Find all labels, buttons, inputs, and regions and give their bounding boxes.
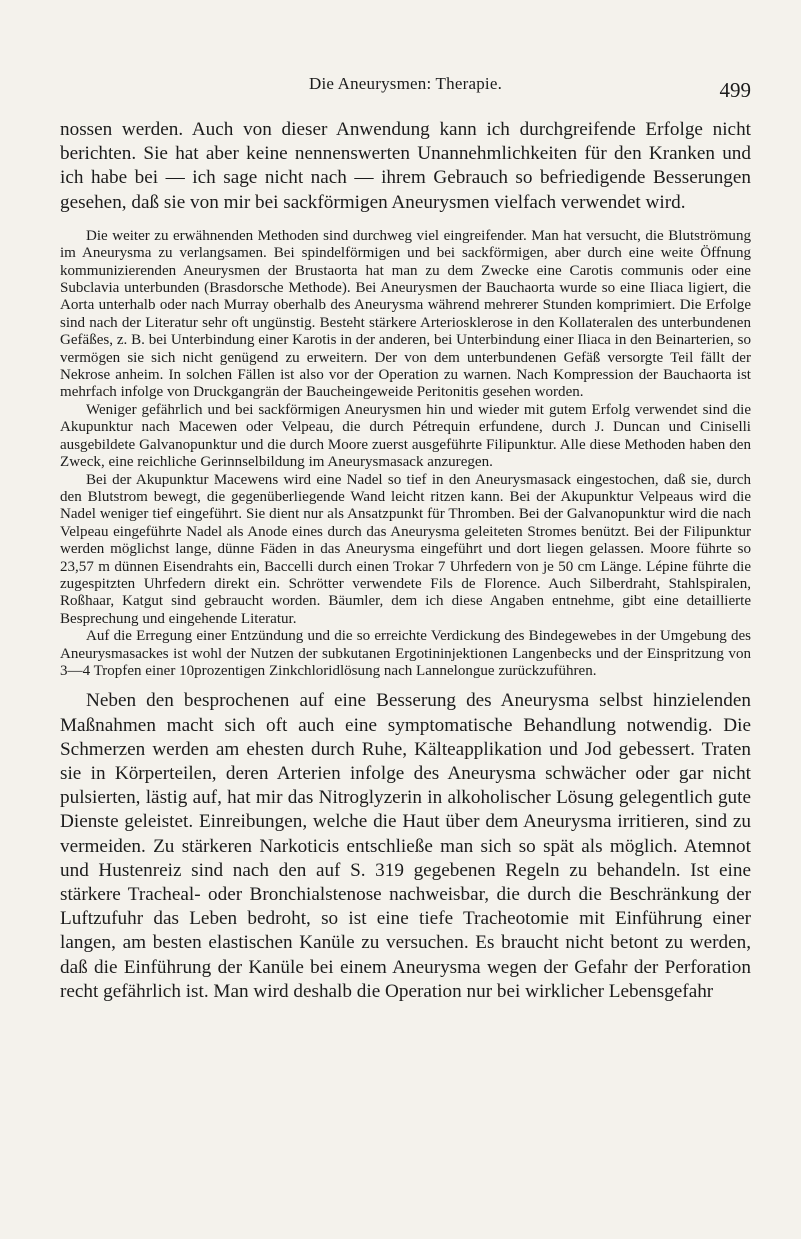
page-body bbox=[60, 118, 751, 1004]
paragraph-akupunktur-details: Bei der Akupunktur Macewens wird eine Nadel so tief in den Aneurysmasack eingestochen, daß sie, durch den Blutstrom bewegt, die gegenüberliegende Wand leicht ritzen kann. Bei der Akupunktur Velpeaus wird die Nadel weniger tief eingeführt. Sie dient nur als Ansatzpunkt für Thromben. Bei der Galvanopunktur wird die nach Velpeau eingeführte Nadel als Anode eines durch das Aneurysma geleiteten Stromes benützt. Bei der Filipunktur werden möglichst lange, dünne Fäden in das Aneurysma eingeführt und dort liegen gelassen. Moore führte so 23,57 m dünnen Eisendrahts ein, Baccelli durch einen Trokar 7 Uhrfedern von je 50 cm Länge. Lépine führte die zugespitzten Uhrfedern direkt ein. Schrötter verwendete Fils de Florence. Auch Silberdraht, Stahlspiralen, Roßhaar, Katgut sind gebraucht worden. Bäumler, dem ich diese Angaben entnehme, gibt eine detaillierte Besprechung und eingehende Literatur. bbox=[60, 471, 751, 627]
running-head bbox=[60, 74, 751, 102]
page-number: 499 bbox=[719, 78, 751, 102]
paragraph-injections: Auf die Erregung einer Entzündung und die so erreichte Verdickung des Bindegewebes in der Umgebung des Aneurysmasackes ist wohl der Nutzen der subkutanen Ergotininjektionen Langenbecks und der Einspritzung von 3—4 Tropfen einer 10prozentigen Zinkchloridlösung nach Lannelongue zurückzuführen. bbox=[60, 628, 751, 679]
paragraph-symptomatic-treatment: Neben den besprochenen auf eine Besserung des Aneurysma selbst hinzielenden Maßnahmen macht sich oft auch eine symptomatische Behandlung notwendig. Die Schmerzen werden am ehesten durch Ruhe, Kälteapplikation und Jod gebessert. Traten sie in Körperteilen, deren Arterien infolge des Aneurysma schwächer oder gar nicht pulsierten, lästig auf, hat mir das Nitroglyzerin in alkoholischer Lösung gelegentlich gute Dienste geleistet. Einreibungen, welche die Haut über dem Aneurysma irritieren, sind zu vermeiden. Zu stärkeren Narkoticis entschließe man sich so spät als möglich. Atemnot und Hustenreiz sind nach den auf S. 319 gegebenen Regeln zu behandeln. Ist eine stärkere Tracheal- oder Bronchialstenose nachweisbar, die durch die Beschränkung der Luftzufuhr das Leben bedroht, so ist eine tiefe Tracheotomie mit Einführung einer langen, am besten elastischen Kanüle zu versuchen. Es braucht nicht betont zu werden, daß die Einführung der Kanüle bei einem Aneurysma wegen der Gefahr der Perforation recht gefährlich ist. Man wird deshalb die Operation nur bei wirklicher Lebensgefahr bbox=[60, 690, 751, 1002]
paragraph-methods: Die weiter zu erwähnenden Methoden sind durchweg viel eingreifender. Man hat versucht, die Blutströmung im Aneurysma zu verlangsamen. Bei spindelförmigen und bei sackförmigen, aber durch eine weite Öffnung kommunizierenden Aneurysmen der Brustaorta hat man zu dem Zwecke eine Carotis communis oder eine Subclavia unterbunden (Brasdorsche Methode). Bei Aneurysmen der Bauchaorta wurde so eine Iliaca ligiert, die Aorta unterhalb oder nach Murray oberhalb des Aneurysma während mehrerer Stunden komprimiert. Die Erfolge sind nach der Literatur sehr oft ungünstig. Besteht stärkere Arteriosklerose in den Kollateralen des unterbundenen Gefäßes, z. B. bei Unterbindung einer Karotis in der anderen, bei Unterbindung einer Iliaca in den Beinarterien, so vermögen sie sich nicht genügend zu erweitern. Der von dem unterbundenen Gefäß versorgte Teil fällt der Nekrose anheim. In solchen Fällen ist also vor der Operation zu warnen. Nach Kompression der Bauchaorta ist mehrfach infolge von Druckgangrän der Baucheingeweide Peritonitis gesehen worden. bbox=[60, 227, 751, 401]
paragraph-akupunktur-overview: Weniger gefährlich und bei sackförmigen Aneurysmen hin und wieder mit gutem Erfolg verwendet sind die Akupunktur nach Macewen oder Velpeau, die durch Pétrequin erfundene, durch J. Duncan und Ciniselli ausgebildete Galvanopunktur und die durch Moore zuerst ausgeführte Filipunktur. Alle diese Methoden haben den Zweck, eine reichliche Gerinnselbildung im Aneurysmasack anzuregen. bbox=[60, 401, 751, 471]
paragraph-continuation: nossen werden. Auch von dieser Anwendung kann ich durchgreifende Erfolge nicht berichten. Sie hat aber keine nennenswerten Unannehmlichkeiten für den Kranken und ich habe bei — ich sage nicht nach — ihrem Gebrauch so befriedigende Besserungen gesehen, daß sie von mir bei sackförmigen Aneurysmen vielfach verwendet wird. bbox=[60, 119, 751, 213]
running-title: Die Aneurysmen: Therapie. bbox=[308, 74, 503, 93]
